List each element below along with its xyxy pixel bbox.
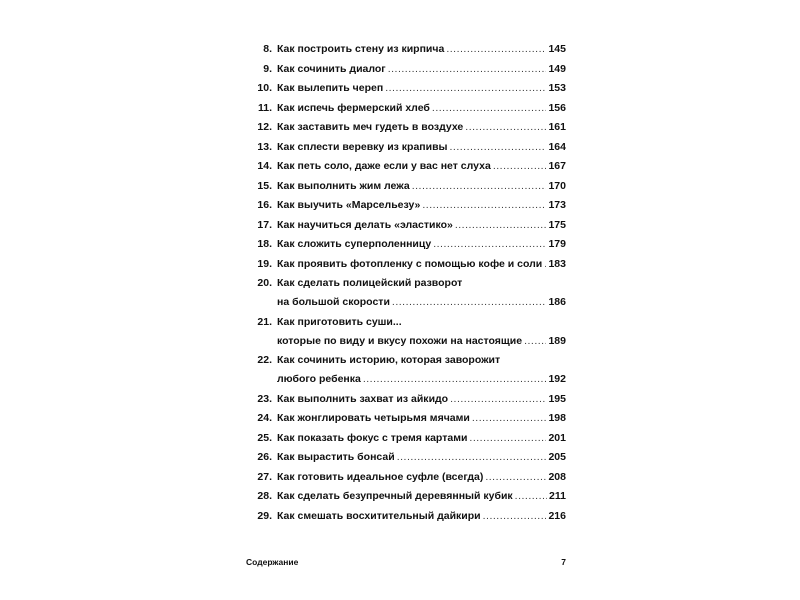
toc-entry-title-text: Как научиться делать «эластико»: [277, 218, 453, 231]
toc-entry: [246, 490, 566, 503]
toc-entry-title-text: Как построить стену из кирпича: [277, 43, 445, 55]
dot-leader: [433, 238, 546, 251]
toc-entry-line: [277, 219, 566, 232]
footer-section-title: Содержание: [246, 557, 299, 567]
toc-entry: [246, 63, 566, 76]
toc-entry-title: [277, 219, 566, 232]
toc-entry-title: [277, 393, 566, 406]
dot-leader: [485, 471, 546, 484]
toc-entry-title-text: Как заставить меч гудеть в воздухе: [277, 121, 464, 133]
toc-entry: [246, 141, 566, 154]
toc-entry-title: [277, 277, 566, 309]
dot-leader: [455, 219, 547, 232]
dot-leader: [465, 121, 546, 134]
toc-entry: [246, 180, 566, 193]
toc-entry-line: [277, 316, 566, 329]
toc-entry-title: [277, 471, 566, 484]
toc-entry-number: 17.: [257, 218, 272, 231]
toc-entry-page-number: 179: [548, 238, 566, 250]
toc-entry-page-number: 211: [549, 490, 566, 502]
toc-entry-page-number: 192: [548, 373, 566, 385]
toc-entry-title-text: Как жонглировать четырьмя мячами: [277, 412, 470, 424]
toc-entry-number: 12.: [257, 121, 272, 133]
toc-entry-number: 20.: [257, 277, 272, 289]
dot-leader: [422, 199, 546, 212]
toc-entry-title-text: Как вылепить череп: [277, 82, 384, 94]
toc-entry-page-number: 198: [548, 412, 566, 424]
toc-entry-number: 25.: [257, 431, 272, 444]
toc-entry-title: [277, 490, 566, 503]
toc-entry-title-text: Как готовить идеальное суфле (всегда): [277, 470, 484, 483]
toc-entry: [246, 277, 566, 309]
toc-entry-page-number: 170: [548, 179, 566, 192]
toc-entry: [246, 471, 566, 484]
toc-entry-number: 15.: [257, 179, 272, 192]
toc-entry-title: [277, 412, 566, 425]
toc-entry-line: [277, 141, 566, 154]
toc-entry-line: [277, 199, 566, 212]
toc-entry-title: [277, 63, 566, 76]
toc-entry: [246, 354, 566, 386]
toc-entry-number: 21.: [257, 315, 272, 328]
toc-entry-number: 24.: [257, 412, 272, 424]
toc-entry-page-number: 161: [548, 121, 566, 133]
toc-entry-page-number: 164: [548, 140, 566, 153]
toc-entry-title-text: Как сочинить диалог: [277, 62, 386, 75]
toc-entry-title-text: которые по виду и вкусу похожи на настоящие: [277, 334, 523, 347]
footer-page-number: 7: [561, 557, 566, 567]
toc-entry-line: [277, 121, 566, 134]
toc-entry-number: 26.: [257, 451, 272, 463]
toc-entry-title-text: Как приготовить суши...: [277, 315, 402, 328]
toc-entry: [246, 43, 566, 56]
toc-entry-page-number: 175: [548, 218, 566, 231]
toc-entry-number: 27.: [257, 470, 272, 483]
toc-entry-number: 13.: [257, 140, 272, 153]
toc-entry-page-number: 145: [548, 43, 566, 55]
toc-entry-title: [277, 180, 566, 193]
dot-leader: [397, 451, 547, 464]
dot-leader: [385, 82, 546, 95]
dot-leader: [412, 180, 547, 193]
dot-leader: [493, 160, 547, 173]
toc-entry-title: [277, 432, 566, 445]
toc-entry: [246, 238, 566, 251]
toc-entry-title-text: Как сделать полицейский разворот: [277, 277, 463, 289]
toc-entry-title: [277, 82, 566, 95]
toc-entry-title-text: Как петь соло, даже если у вас нет слуха: [277, 160, 491, 172]
dot-leader: [524, 335, 546, 348]
toc-entry: [246, 160, 566, 173]
toc-entry-number: 9.: [263, 62, 272, 75]
toc-entry-title-text: Как выполнить жим лежа: [277, 179, 410, 192]
toc-entry: [246, 432, 566, 445]
toc-entry-title: [277, 316, 566, 348]
toc-entry-number: 11.: [257, 101, 272, 114]
toc-entry-title-text: Как сочинить историю, которая заворожит: [277, 354, 501, 366]
toc-entry: [246, 510, 566, 523]
toc-entry-title: [277, 354, 566, 386]
toc-entry: [246, 102, 566, 115]
toc-entry-page-number: 208: [548, 470, 566, 483]
dot-leader: [450, 141, 547, 154]
toc-entry-line: [277, 238, 566, 251]
toc-entry-page-number: 216: [548, 509, 566, 522]
toc-entry-line: [277, 490, 566, 503]
toc-entry-page-number: 167: [548, 160, 566, 172]
toc-entry-number: 28.: [257, 490, 272, 502]
toc-entry: [246, 316, 566, 348]
toc-entry-line: [277, 451, 566, 464]
dot-leader: [363, 373, 547, 386]
toc-entry-line: [277, 471, 566, 484]
dot-leader: [392, 296, 547, 309]
toc-entry-title: [277, 238, 566, 251]
toc-entry-page-number: 173: [548, 199, 566, 211]
toc-entry-page-number: 186: [548, 296, 566, 308]
toc-entry-title-text: Как испечь фермерский хлеб: [277, 101, 430, 114]
toc-entry-title-text: любого ребенка: [277, 373, 361, 385]
page-footer: [246, 557, 566, 567]
dot-leader: [450, 393, 546, 406]
dot-leader: [432, 102, 547, 115]
toc-entry-line: [277, 160, 566, 173]
toc-entry-line: [277, 432, 566, 445]
toc-entry: [246, 199, 566, 212]
toc-entry-number: 14.: [257, 160, 272, 172]
toc-entry-number: 29.: [257, 509, 272, 522]
toc-entry-page-number: 201: [548, 431, 566, 444]
toc-entry-line: [277, 277, 566, 290]
toc-entry-title: [277, 451, 566, 464]
toc-entry-line: [277, 102, 566, 115]
toc-entry-title-text: Как сложить суперполенницу: [277, 238, 432, 250]
dot-leader: [544, 258, 546, 271]
toc-entry-line: [277, 258, 566, 271]
toc-entry-title: [277, 510, 566, 523]
dot-leader: [472, 412, 547, 425]
toc-entry-title-text: Как сделать безупречный деревянный кубик: [277, 490, 513, 502]
dot-leader: [446, 43, 546, 56]
toc-entry-title: [277, 199, 566, 212]
toc-entry-title: [277, 258, 566, 271]
toc-entry-title-text: Как проявить фотопленку с помощью кофе и соли: [277, 257, 543, 270]
toc-entry: [246, 451, 566, 464]
toc-entry: [246, 219, 566, 232]
toc-entry-title-text: Как смешать восхитительный дайкири: [277, 509, 481, 522]
dot-leader: [388, 63, 547, 76]
toc-entry: [246, 82, 566, 95]
toc-entry-page-number: 156: [548, 101, 566, 114]
toc-entry-title-text: на большой скорости: [277, 296, 390, 308]
toc-entry-page-number: 153: [548, 82, 566, 94]
toc-entry-title: [277, 121, 566, 134]
toc-entry-title-text: Как показать фокус с тремя картами: [277, 431, 468, 444]
toc-entry: [246, 393, 566, 406]
toc-entry-line: [277, 82, 566, 95]
dot-leader: [515, 490, 547, 503]
toc-entry-line: [277, 63, 566, 76]
toc-entry-line: [277, 354, 566, 367]
toc-entry-title-text: Как выполнить захват из айкидо: [277, 392, 449, 405]
toc-entry-number: 22.: [257, 354, 272, 366]
dot-leader: [469, 432, 546, 445]
toc-entry-title-text: Как вырастить бонсай: [277, 451, 395, 463]
toc-entry-title: [277, 141, 566, 154]
toc-entry-line: [277, 510, 566, 523]
toc-entry-line: [277, 393, 566, 406]
toc-entry-line: [277, 373, 566, 386]
toc-entry-number: 16.: [257, 199, 272, 211]
toc-entry: [246, 412, 566, 425]
toc-entry-title: [277, 43, 566, 56]
toc-entry-page-number: 205: [548, 451, 566, 463]
toc-entry: [246, 121, 566, 134]
toc-entry-number: 8.: [263, 43, 272, 55]
toc-entry-number: 10.: [257, 82, 272, 94]
toc-entry-page-number: 149: [548, 62, 566, 75]
toc-entry-title-text: Как выучить «Марсельезу»: [277, 199, 421, 211]
toc-entry-line: [277, 180, 566, 193]
toc-entry: [246, 258, 566, 271]
toc-entry-title-text: Как сплести веревку из крапивы: [277, 140, 448, 153]
toc-entry-line: [277, 296, 566, 309]
toc-entry-line: [277, 412, 566, 425]
toc-entry-page-number: 189: [548, 334, 566, 347]
toc-entry-page-number: 183: [548, 257, 566, 270]
toc-entry-number: 18.: [257, 238, 272, 250]
toc-entry-line: [277, 335, 566, 348]
toc-entry-number: 23.: [257, 392, 272, 405]
toc-entry-title: [277, 102, 566, 115]
toc-entry-page-number: 195: [548, 392, 566, 405]
dot-leader: [483, 510, 547, 523]
toc-entry-title: [277, 160, 566, 173]
toc-entry-line: [277, 43, 566, 56]
toc-entry-number: 19.: [257, 257, 272, 270]
table-of-contents: [246, 43, 566, 529]
